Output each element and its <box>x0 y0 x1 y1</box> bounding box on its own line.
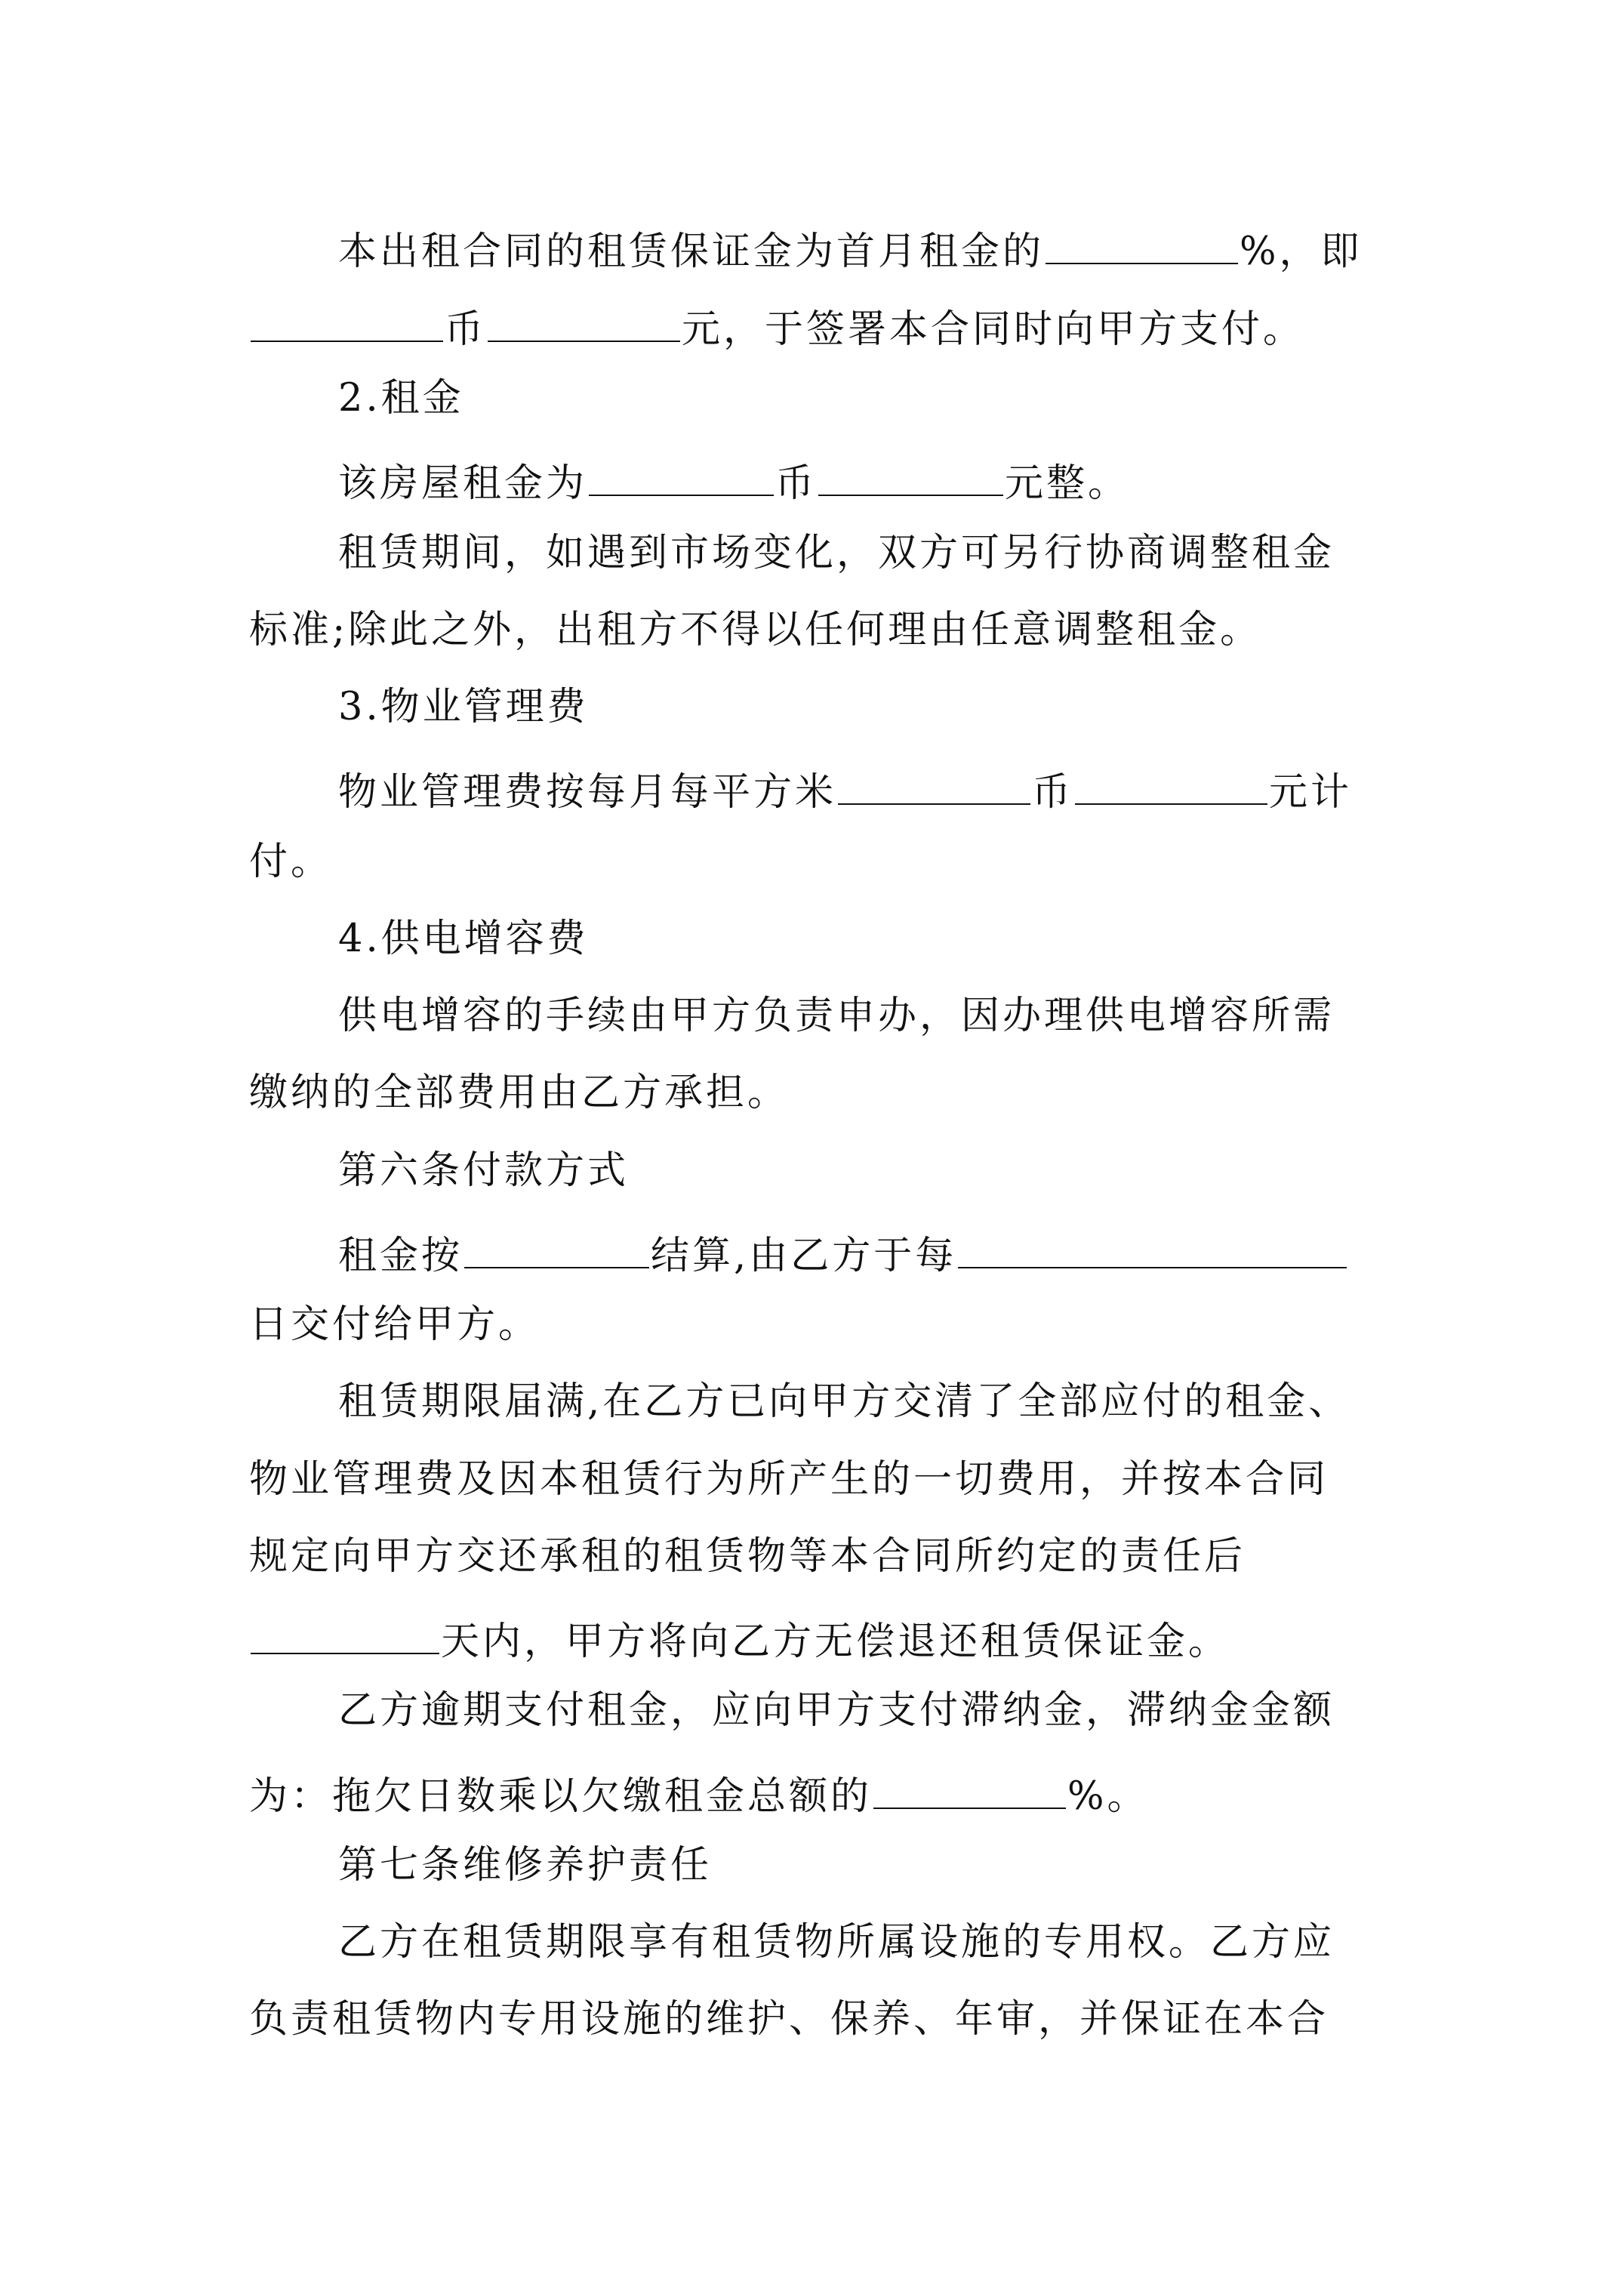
payment-method-line-2: 日交付给甲方。 <box>249 1302 540 1347</box>
rent-amount-line <box>338 456 1130 506</box>
deposit-return-line-2: 物业管理费及因本租赁行为所产生的一切费用，并按本合同 <box>249 1457 1329 1502</box>
section-heading-management-fee: 3.物业管理费 <box>338 685 589 729</box>
return-days-blank <box>251 1614 439 1654</box>
deposit-percent-suffix: %，即 <box>1240 230 1363 274</box>
maintenance-line-2: 负责租赁物内专用设施的维护、保养、年审，并保证在本合 <box>249 1997 1329 2042</box>
power-fee-line-2: 缴纳的全部费用由乙方承担。 <box>249 1071 790 1115</box>
currency-label: 币 <box>775 461 818 506</box>
late-fee-percent-blank <box>873 1769 1066 1809</box>
management-fee-line-2: 付。 <box>249 840 333 884</box>
deposit-return-line-1: 租赁期限届满,在乙方已向甲方交清了全部应付的租金、 <box>338 1379 1350 1424</box>
power-fee-line-1: 供电增容的手续由甲方负责申办，因办理供电增容所需 <box>338 994 1335 1038</box>
deposit-return-line-3: 规定向甲方交还承租的租赁物等本合同所约定的责任后 <box>249 1534 1246 1579</box>
return-days-text: 天内，甲方将向乙方无偿退还租赁保证金。 <box>441 1620 1230 1664</box>
late-fee-line-1: 乙方逾期支付租金，应向甲方支付滞纳金，滞纳金金额 <box>338 1688 1335 1733</box>
deposit-payment-text: 元，于签署本合同时向甲方支付。 <box>682 307 1305 352</box>
late-fee-suffix: %。 <box>1067 1774 1149 1819</box>
rent-text: 该房屋租金为 <box>338 461 588 506</box>
management-amount-blank <box>1075 765 1267 805</box>
currency-label: 币 <box>1032 770 1074 815</box>
late-fee-line-2 <box>249 1769 1149 1819</box>
management-currency-blank <box>838 765 1030 805</box>
rent-adjust-line-2: 标准;除此之外，出租方不得以任何理由任意调整租金。 <box>249 608 1262 652</box>
management-fee-line <box>338 765 1353 815</box>
maintenance-line-1: 乙方在租赁期限享有租赁物所属设施的专用权。乙方应 <box>338 1920 1335 1965</box>
deposit-return-line-4 <box>249 1614 1230 1664</box>
deposit-line-1 <box>338 224 1363 274</box>
currency-label: 币 <box>445 307 487 352</box>
management-fee-text: 物业管理费按每月每平方米 <box>338 770 837 815</box>
deposit-amount-blank <box>488 302 680 342</box>
rent-currency-blank <box>589 456 774 496</box>
deposit-percent-blank <box>1046 224 1238 264</box>
deposit-text: 本出租合同的租赁保证金为首月租金的 <box>338 230 1045 274</box>
payment-text-2: 结算,由乙方于每 <box>651 1234 957 1278</box>
deposit-line-2 <box>249 302 1305 352</box>
article-6-heading: 第六条付款方式 <box>338 1148 630 1193</box>
deposit-currency-blank <box>251 302 443 342</box>
rent-suffix: 元整。 <box>1005 461 1130 506</box>
payment-day-blank <box>958 1228 1347 1268</box>
section-heading-power-fee: 4.供电增容费 <box>338 917 589 961</box>
settlement-blank <box>464 1228 649 1268</box>
article-7-heading: 第七条维修养护责任 <box>338 1843 713 1888</box>
payment-text: 租金按 <box>338 1234 463 1278</box>
rent-amount-blank <box>818 456 1003 496</box>
management-fee-suffix: 元计 <box>1269 770 1353 815</box>
late-fee-text: 为：拖欠日数乘以欠缴租金总额的 <box>249 1774 873 1819</box>
section-heading-rent: 2.租金 <box>338 376 464 421</box>
rent-adjust-line-1: 租赁期间，如遇到市场变化，双方可另行协商调整租金 <box>338 531 1335 575</box>
payment-method-line <box>338 1228 1348 1278</box>
